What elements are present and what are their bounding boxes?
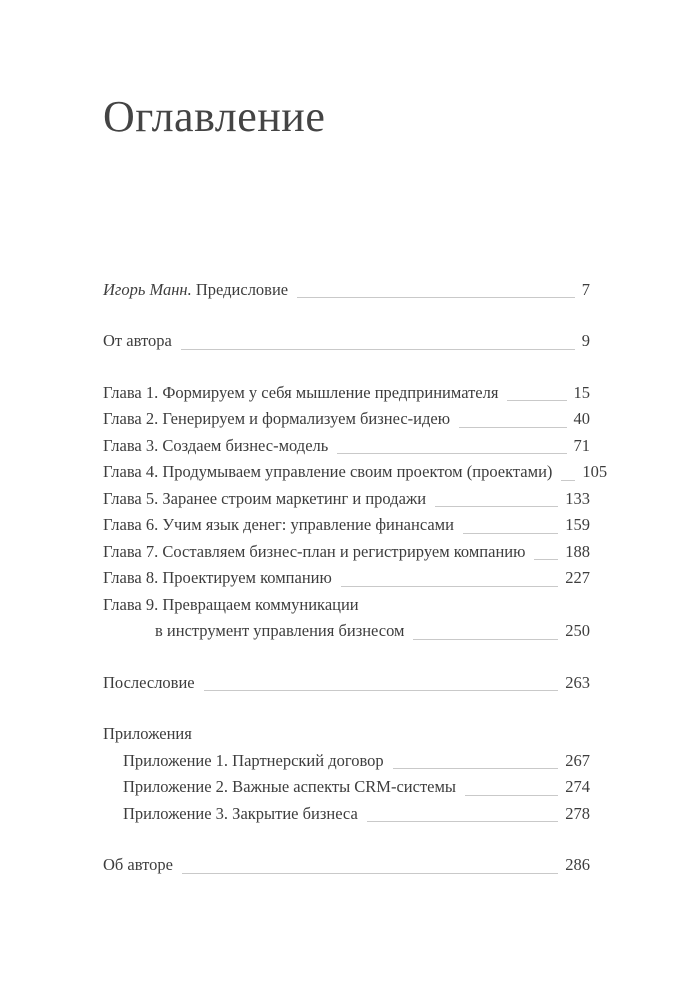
page-number: 263 — [565, 672, 590, 692]
leader-line — [393, 768, 559, 769]
toc-entry — [103, 565, 590, 592]
entry-label: Игорь Манн. Предисловие — [103, 279, 289, 299]
entry-label: Глава 1. Формируем у себя мышление предпринимателя — [103, 382, 499, 402]
toc-heading — [103, 592, 590, 619]
page-number: 40 — [573, 409, 590, 429]
toc-entry — [103, 748, 590, 775]
toc-entry — [103, 328, 590, 355]
toc-list — [103, 277, 608, 879]
toc-entry — [103, 539, 590, 566]
leader-line — [534, 559, 558, 560]
page-number: 274 — [565, 777, 590, 797]
leader-line — [204, 690, 559, 691]
leader-line — [463, 533, 558, 534]
entry-label: От автора — [103, 331, 172, 351]
leader-line — [181, 349, 575, 350]
entry-label: Приложение 1. Партнерский договор — [123, 750, 384, 770]
toc-entry — [103, 801, 590, 828]
page-number: 9 — [581, 331, 590, 351]
page-number: 250 — [565, 621, 590, 641]
leader-line — [507, 400, 566, 401]
entry-label-italic: Игорь Манн. — [103, 279, 192, 299]
toc-entry — [103, 512, 590, 539]
page-number: 133 — [565, 488, 590, 508]
entry-label: Приложение 3. Закрытие бизнеса — [123, 803, 358, 823]
entry-label: Глава 2. Генерируем и формализуем бизнес-идею — [103, 409, 451, 429]
leader-line — [337, 453, 566, 454]
page-title: Оглавление — [103, 92, 326, 141]
toc-entry — [103, 486, 590, 513]
toc-entry — [103, 277, 590, 304]
leader-line — [297, 297, 575, 298]
page-number: 188 — [565, 541, 590, 561]
page-number: 159 — [565, 515, 590, 535]
entry-label: Глава 3. Создаем бизнес-модель — [103, 435, 329, 455]
page-number: 278 — [565, 803, 590, 823]
toc-entry — [103, 459, 608, 486]
entry-label: Послесловие — [103, 672, 195, 692]
page-number: 105 — [582, 462, 608, 482]
entry-label: Об авторе — [103, 855, 173, 875]
page-number: 267 — [565, 750, 590, 770]
entry-label: Глава 5. Заранее строим маркетинг и продажи — [103, 488, 427, 508]
page-number: 227 — [565, 568, 590, 588]
page-number: 15 — [573, 382, 590, 402]
entry-label: Глава 7. Составляем бизнес-план и регистрируем компанию — [103, 541, 526, 561]
toc-entry — [103, 433, 590, 460]
toc-entry — [103, 852, 590, 879]
entry-label: Приложения — [103, 724, 192, 744]
entry-label: Глава 4. Продумываем управление своим проектом (проектами) — [103, 462, 553, 482]
entry-label: в инструмент управления бизнесом — [155, 621, 405, 641]
toc-entry — [103, 670, 590, 697]
leader-line — [465, 795, 558, 796]
leader-line — [413, 639, 558, 640]
entry-label: Приложение 2. Важные аспекты CRM-системы — [123, 777, 457, 797]
entry-label: Глава 9. Превращаем коммуникации — [103, 594, 359, 614]
toc-entry — [103, 774, 590, 801]
leader-line — [561, 480, 575, 481]
page-number: 286 — [565, 855, 590, 875]
toc-heading — [103, 721, 590, 748]
page-number: 7 — [581, 279, 590, 299]
leader-line — [435, 506, 558, 507]
entry-label: Глава 6. Учим язык денег: управление финансами — [103, 515, 454, 535]
leader-line — [182, 873, 558, 874]
page-number: 71 — [573, 435, 590, 455]
leader-line — [367, 821, 558, 822]
leader-line — [341, 586, 558, 587]
leader-line — [459, 427, 566, 428]
toc-entry — [103, 380, 590, 407]
entry-label: Глава 8. Проектируем компанию — [103, 568, 332, 588]
toc-entry — [103, 406, 590, 433]
toc-entry — [103, 618, 590, 645]
